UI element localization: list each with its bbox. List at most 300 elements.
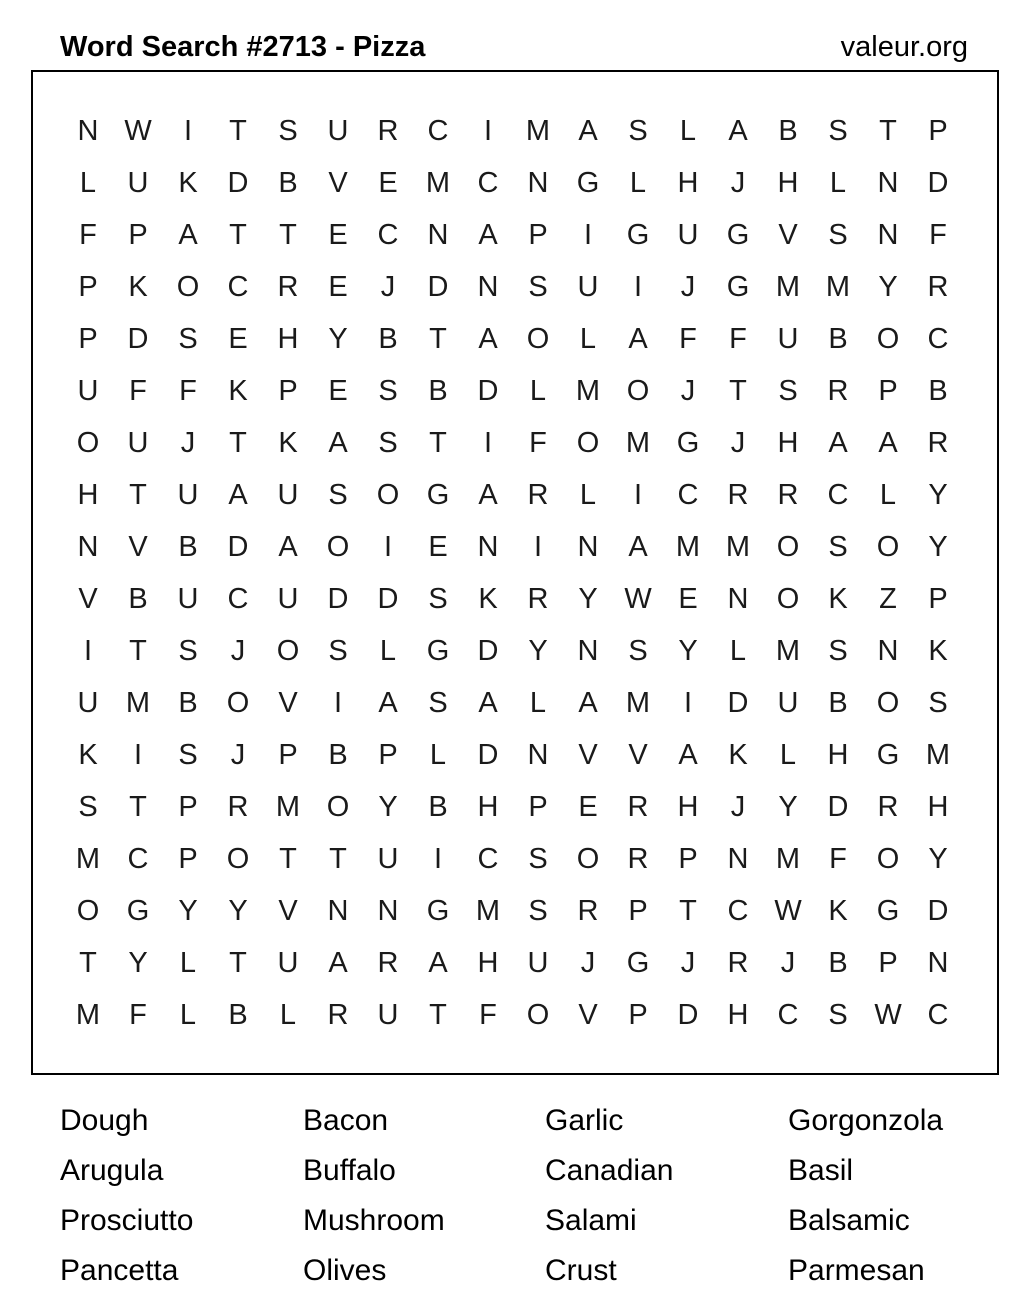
grid-letter: C	[227, 583, 249, 615]
grid-letter: G	[426, 895, 450, 927]
grid-letter: U	[777, 323, 799, 355]
grid-letter: I	[533, 531, 543, 563]
grid-letter: U	[277, 947, 299, 979]
grid-letter: P	[128, 219, 148, 251]
word-list-item: Basil	[788, 1154, 854, 1187]
grid-letter: O	[76, 427, 100, 459]
grid-letter: S	[828, 219, 848, 251]
grid-letter: P	[528, 791, 548, 823]
grid-letter: I	[583, 219, 593, 251]
grid-letter: Y	[928, 479, 948, 511]
grid-letter: D	[927, 167, 949, 199]
grid-letter: V	[328, 167, 348, 199]
grid-letter: U	[377, 999, 399, 1031]
grid-letter: P	[78, 323, 98, 355]
grid-letter: A	[378, 687, 398, 719]
grid-letter: D	[927, 895, 949, 927]
grid-letter: W	[874, 999, 902, 1031]
grid-letter: G	[726, 219, 750, 251]
grid-letter: I	[483, 427, 493, 459]
grid-letter: M	[775, 271, 801, 303]
grid-letter: G	[426, 479, 450, 511]
grid-letter: S	[928, 687, 948, 719]
grid-letter: V	[578, 999, 598, 1031]
grid-letter: R	[377, 947, 399, 979]
grid-letter: S	[78, 791, 98, 823]
grid-letter: H	[477, 947, 499, 979]
grid-letter: L	[529, 687, 547, 719]
grid-letter: R	[227, 791, 249, 823]
grid-letter: A	[578, 687, 598, 719]
grid-letter: N	[527, 739, 549, 771]
grid-letter: O	[176, 271, 200, 303]
grid-letter: I	[633, 271, 643, 303]
grid-letter: P	[528, 219, 548, 251]
grid-letter: S	[428, 687, 448, 719]
grid-letter: A	[278, 531, 298, 563]
grid-letter: B	[928, 375, 948, 407]
grid-letter: M	[625, 427, 651, 459]
grid-letter: J	[680, 375, 696, 407]
grid-letter: T	[79, 947, 97, 979]
grid-letter: O	[326, 531, 350, 563]
grid-letter: W	[624, 583, 652, 615]
grid-letter: L	[529, 375, 547, 407]
grid-letter: R	[877, 791, 899, 823]
grid-letter: L	[579, 479, 597, 511]
grid-letter: P	[178, 843, 198, 875]
grid-letter: O	[876, 531, 900, 563]
grid-letter: U	[77, 687, 99, 719]
grid-letter: S	[178, 323, 198, 355]
grid-letter: L	[429, 739, 447, 771]
grid-letter: M	[475, 895, 501, 927]
grid-letter: B	[178, 531, 198, 563]
grid-letter: D	[227, 531, 249, 563]
grid-letter: N	[577, 531, 599, 563]
grid-letter: A	[878, 427, 898, 459]
grid-letter: R	[927, 427, 949, 459]
grid-letter: M	[575, 375, 601, 407]
grid-letter: N	[877, 167, 899, 199]
grid-letter: D	[377, 583, 399, 615]
grid-letter: N	[427, 219, 449, 251]
grid-letter: Y	[178, 895, 198, 927]
grid-letter: T	[879, 115, 897, 147]
grid-letter: F	[829, 843, 847, 875]
grid-letter: O	[376, 479, 400, 511]
word-list-item: Salami	[545, 1204, 637, 1237]
grid-letter: T	[229, 427, 247, 459]
grid-letter: I	[683, 687, 693, 719]
grid-letter: M	[725, 531, 751, 563]
grid-letter: P	[278, 375, 298, 407]
grid-letter: K	[728, 739, 748, 771]
grid-letter: Y	[578, 583, 598, 615]
grid-letter: C	[677, 479, 699, 511]
grid-letter: B	[778, 115, 798, 147]
word-list-item: Arugula	[60, 1154, 164, 1187]
grid-letter: W	[124, 115, 152, 147]
grid-letter: I	[483, 115, 493, 147]
grid-letter: A	[828, 427, 848, 459]
grid-letter: R	[577, 895, 599, 927]
grid-letter: P	[678, 843, 698, 875]
grid-letter: D	[427, 271, 449, 303]
grid-letter: B	[378, 323, 398, 355]
grid-letter: R	[627, 843, 649, 875]
grid-letter: I	[383, 531, 393, 563]
grid-letter: R	[927, 271, 949, 303]
grid-letter: I	[83, 635, 93, 667]
grid-letter: J	[730, 167, 746, 199]
grid-letter: M	[925, 739, 951, 771]
grid-letter: A	[478, 323, 498, 355]
grid-letter: F	[679, 323, 697, 355]
grid-letter: S	[178, 739, 198, 771]
grid-letter: G	[126, 895, 150, 927]
grid-letter: S	[528, 271, 548, 303]
grid-letter: C	[827, 479, 849, 511]
grid-letter: B	[828, 947, 848, 979]
grid-letter: F	[479, 999, 497, 1031]
grid-letter: D	[127, 323, 149, 355]
grid-letter: S	[628, 635, 648, 667]
grid-letter: L	[379, 635, 397, 667]
grid-letter: F	[529, 427, 547, 459]
grid-letter: L	[829, 167, 847, 199]
grid-letter: L	[179, 999, 197, 1031]
grid-letter: A	[428, 947, 448, 979]
grid-letter: G	[626, 947, 650, 979]
word-list-item: Dough	[60, 1104, 149, 1137]
grid-letter: K	[928, 635, 948, 667]
grid-letter: O	[576, 427, 600, 459]
grid-letter: U	[127, 427, 149, 459]
grid-letter: L	[779, 739, 797, 771]
grid-letter: Y	[928, 843, 948, 875]
grid-letter: I	[433, 843, 443, 875]
grid-letter: P	[78, 271, 98, 303]
grid-letter: E	[328, 271, 348, 303]
grid-letter: V	[578, 739, 598, 771]
grid-letter: V	[778, 219, 798, 251]
grid-letter: A	[628, 531, 648, 563]
grid-letter: U	[177, 479, 199, 511]
grid-letter: N	[727, 843, 749, 875]
grid-letter: C	[427, 115, 449, 147]
grid-letter: D	[827, 791, 849, 823]
grid-letter: L	[679, 115, 697, 147]
grid-letter: U	[177, 583, 199, 615]
grid-letter: Y	[928, 531, 948, 563]
grid-letter: U	[527, 947, 549, 979]
word-list-item: Parmesan	[788, 1254, 925, 1287]
grid-letter: C	[477, 167, 499, 199]
grid-letter: N	[877, 219, 899, 251]
word-list-item: Bacon	[303, 1104, 389, 1137]
grid-letter: H	[77, 479, 99, 511]
grid-letter: S	[328, 635, 348, 667]
grid-letter: H	[777, 167, 799, 199]
grid-letter: E	[428, 531, 448, 563]
grid-letter: T	[129, 635, 147, 667]
grid-letter: A	[678, 739, 698, 771]
grid-letter: A	[478, 479, 498, 511]
grid-letter: L	[629, 167, 647, 199]
grid-letter: U	[577, 271, 599, 303]
grid-letter: S	[778, 375, 798, 407]
grid-letter: C	[777, 999, 799, 1031]
grid-letter: O	[626, 375, 650, 407]
grid-letter: P	[178, 791, 198, 823]
grid-letter: D	[327, 583, 349, 615]
grid-letter: O	[876, 687, 900, 719]
grid-letter: T	[229, 115, 247, 147]
grid-letter: O	[76, 895, 100, 927]
grid-letter: V	[128, 531, 148, 563]
grid-letter: G	[876, 739, 900, 771]
grid-letter: U	[277, 479, 299, 511]
grid-letter: W	[774, 895, 802, 927]
grid-letter: B	[428, 375, 448, 407]
grid-letter: T	[429, 323, 447, 355]
grid-letter: P	[928, 115, 948, 147]
grid-letter: N	[577, 635, 599, 667]
word-list-item: Gorgonzola	[788, 1104, 944, 1137]
grid-letter: Y	[328, 323, 348, 355]
grid-letter: T	[229, 219, 247, 251]
grid-letter: G	[876, 895, 900, 927]
grid-letter: H	[777, 427, 799, 459]
grid-letter: D	[477, 739, 499, 771]
grid-letter: V	[628, 739, 648, 771]
word-list-item: Balsamic	[788, 1204, 910, 1237]
grid-letter: N	[477, 531, 499, 563]
grid-letter: K	[78, 739, 98, 771]
grid-letter: F	[129, 999, 147, 1031]
grid-letter: I	[133, 739, 143, 771]
grid-letter: M	[425, 167, 451, 199]
grid-letter: Y	[778, 791, 798, 823]
grid-letter: J	[180, 427, 196, 459]
grid-letter: T	[429, 427, 447, 459]
grid-letter: L	[879, 479, 897, 511]
grid-letter: C	[927, 999, 949, 1031]
grid-letter: E	[578, 791, 598, 823]
grid-letter: H	[677, 791, 699, 823]
grid-letter: N	[927, 947, 949, 979]
grid-letter: O	[776, 531, 800, 563]
grid-letter: J	[230, 739, 246, 771]
grid-letter: J	[680, 947, 696, 979]
grid-letter: S	[828, 531, 848, 563]
grid-letter: H	[727, 999, 749, 1031]
grid-letter: A	[478, 219, 498, 251]
grid-letter: O	[576, 843, 600, 875]
grid-letter: S	[178, 635, 198, 667]
grid-letter: B	[828, 323, 848, 355]
grid-letter: V	[78, 583, 98, 615]
grid-letter: U	[777, 687, 799, 719]
grid-letter: C	[227, 271, 249, 303]
grid-letter: R	[827, 375, 849, 407]
word-list-item: Garlic	[545, 1104, 624, 1137]
grid-letter: A	[628, 323, 648, 355]
grid-letter: D	[727, 687, 749, 719]
grid-letter: T	[279, 843, 297, 875]
word-list-item: Crust	[545, 1254, 617, 1287]
grid-letter: P	[378, 739, 398, 771]
grid-letter: A	[478, 687, 498, 719]
grid-letter: Y	[678, 635, 698, 667]
word-list-item: Olives	[303, 1254, 387, 1287]
grid-letter: B	[428, 791, 448, 823]
grid-letter: R	[327, 999, 349, 1031]
grid-letter: E	[378, 167, 398, 199]
grid-letter: A	[728, 115, 748, 147]
grid-letter: O	[226, 843, 250, 875]
grid-letter: Y	[528, 635, 548, 667]
grid-letter: H	[827, 739, 849, 771]
grid-letter: T	[129, 791, 147, 823]
grid-letter: K	[278, 427, 298, 459]
page-title: Word Search #2713 - Pizza	[60, 31, 426, 63]
grid-letter: B	[328, 739, 348, 771]
grid-letter: B	[278, 167, 298, 199]
grid-letter: M	[775, 635, 801, 667]
grid-letter: T	[129, 479, 147, 511]
grid-letter: F	[79, 219, 97, 251]
grid-letter: T	[279, 219, 297, 251]
grid-letter: M	[75, 843, 101, 875]
grid-letter: R	[627, 791, 649, 823]
grid-letter: G	[626, 219, 650, 251]
grid-letter: N	[77, 115, 99, 147]
grid-letter: N	[77, 531, 99, 563]
grid-letter: E	[228, 323, 248, 355]
grid-letter: S	[428, 583, 448, 615]
word-list-item: Canadian	[545, 1154, 674, 1187]
grid-letter: T	[679, 895, 697, 927]
grid-letter: R	[527, 583, 549, 615]
word-list-item: Prosciutto	[60, 1204, 194, 1237]
grid-letter: J	[680, 271, 696, 303]
grid-letter: O	[326, 791, 350, 823]
grid-letter: T	[429, 999, 447, 1031]
grid-letter: M	[625, 687, 651, 719]
grid-letter: C	[127, 843, 149, 875]
site-name: valeur.org	[840, 31, 968, 63]
grid-letter: V	[278, 687, 298, 719]
grid-letter: S	[378, 427, 398, 459]
grid-letter: O	[876, 323, 900, 355]
grid-letter: J	[780, 947, 796, 979]
grid-letter: O	[226, 687, 250, 719]
grid-letter: S	[528, 843, 548, 875]
grid-letter: V	[278, 895, 298, 927]
grid-letter: U	[677, 219, 699, 251]
grid-letter: S	[628, 115, 648, 147]
word-list-item: Pancetta	[60, 1254, 179, 1287]
word-list-item: Buffalo	[303, 1154, 396, 1187]
grid-letter: A	[578, 115, 598, 147]
grid-letter: P	[878, 375, 898, 407]
grid-letter: M	[525, 115, 551, 147]
grid-letter: U	[377, 843, 399, 875]
grid-letter: A	[228, 479, 248, 511]
grid-letter: D	[477, 635, 499, 667]
grid-letter: S	[378, 375, 398, 407]
grid-letter: N	[477, 271, 499, 303]
grid-letter: H	[277, 323, 299, 355]
grid-letter: U	[327, 115, 349, 147]
grid-letter: L	[179, 947, 197, 979]
grid-letter: B	[828, 687, 848, 719]
grid-letter: M	[125, 687, 151, 719]
grid-letter: S	[828, 115, 848, 147]
grid-letter: O	[876, 843, 900, 875]
grid-letter: R	[377, 115, 399, 147]
grid-letter: Y	[878, 271, 898, 303]
grid-letter: Y	[128, 947, 148, 979]
grid-letter: M	[825, 271, 851, 303]
grid-letter: B	[128, 583, 148, 615]
grid-letter: T	[729, 375, 747, 407]
grid-letter: I	[633, 479, 643, 511]
grid-letter: F	[929, 219, 947, 251]
grid-letter: N	[527, 167, 549, 199]
grid-letter: P	[628, 999, 648, 1031]
grid-letter: J	[580, 947, 596, 979]
grid-letter: C	[377, 219, 399, 251]
grid-letter: J	[730, 427, 746, 459]
grid-letter: O	[526, 999, 550, 1031]
grid-letter: L	[579, 323, 597, 355]
grid-letter: K	[228, 375, 248, 407]
grid-letter: N	[377, 895, 399, 927]
grid-letter: G	[576, 167, 600, 199]
grid-letter: R	[527, 479, 549, 511]
grid-letter: B	[228, 999, 248, 1031]
grid-letter: L	[279, 999, 297, 1031]
grid-letter: K	[128, 271, 148, 303]
grid-letter: K	[828, 583, 848, 615]
grid-letter: P	[928, 583, 948, 615]
grid-letter: R	[727, 947, 749, 979]
grid-letter: B	[178, 687, 198, 719]
grid-letter: H	[477, 791, 499, 823]
grid-letter: J	[230, 635, 246, 667]
grid-letter: M	[275, 791, 301, 823]
grid-letter: T	[229, 947, 247, 979]
grid-letter: U	[77, 375, 99, 407]
grid-letter: L	[79, 167, 97, 199]
grid-letter: C	[727, 895, 749, 927]
grid-letter: D	[227, 167, 249, 199]
grid-letter: O	[526, 323, 550, 355]
grid-letter: A	[178, 219, 198, 251]
grid-letter: O	[776, 583, 800, 615]
grid-letter: S	[528, 895, 548, 927]
grid-letter: U	[127, 167, 149, 199]
grid-letter: C	[927, 323, 949, 355]
grid-letter: Y	[378, 791, 398, 823]
grid-letter: Z	[879, 583, 897, 615]
grid-letter: O	[276, 635, 300, 667]
grid-letter: M	[75, 999, 101, 1031]
grid-letter: S	[278, 115, 298, 147]
